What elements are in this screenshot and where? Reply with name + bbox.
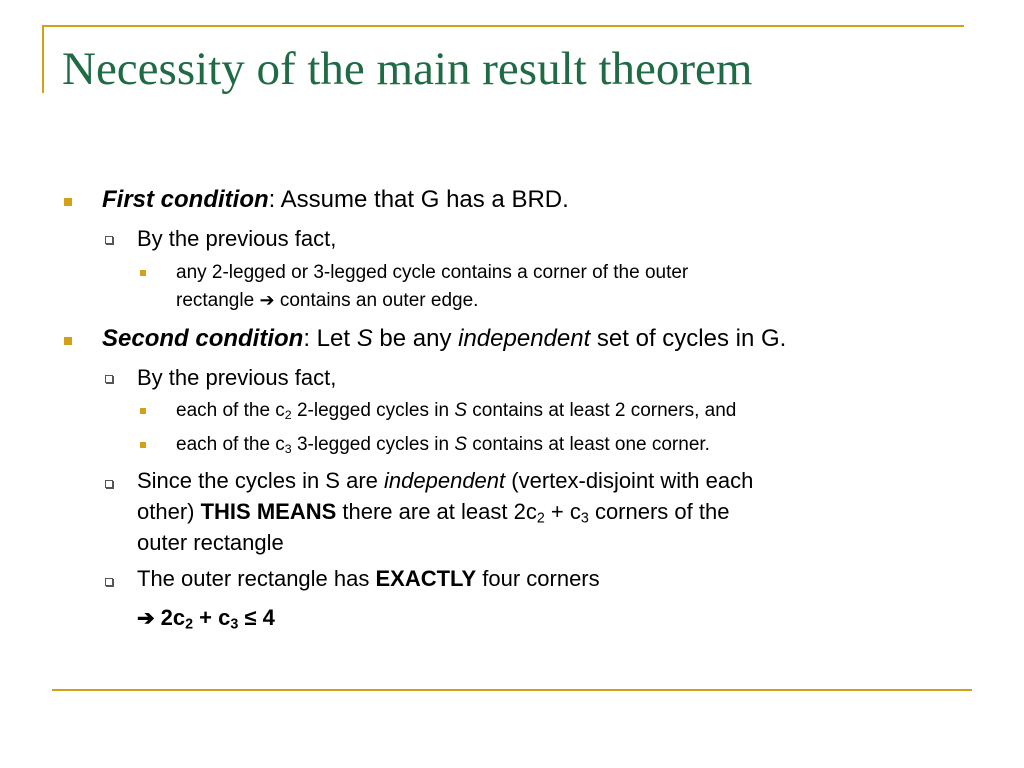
result-plus: + c xyxy=(193,605,231,630)
set-s: S xyxy=(454,434,468,455)
bullet-square xyxy=(64,337,72,345)
independent-word: independent xyxy=(384,468,506,493)
c3-subscript: 3 xyxy=(284,442,292,457)
first-sub-previous-fact: By the previous fact, xyxy=(137,226,337,251)
c2-cycles-line xyxy=(176,400,736,422)
first-sub-cycle-line2 xyxy=(176,290,478,312)
c3-post: contains at least one corner. xyxy=(467,434,710,455)
first-condition-label: First condition xyxy=(102,186,269,213)
c3-cycles-line xyxy=(176,434,710,456)
let-text: : Let xyxy=(303,325,357,352)
second-condition-tail: set of cycles in G. xyxy=(590,325,787,352)
second-sub-previous-fact: By the previous fact, xyxy=(137,365,337,390)
first-condition-line xyxy=(102,186,569,214)
corners-text: corners of the xyxy=(588,499,730,524)
be-any-text: be any xyxy=(372,325,459,352)
bullet-hollow-square xyxy=(105,578,113,586)
bullet-square-small xyxy=(140,442,146,448)
right-arrow-icon: ➔ xyxy=(137,607,155,630)
rectangle-text: rectangle xyxy=(176,290,260,311)
since-pre: Since the cycles in S are xyxy=(137,468,385,493)
c2-subscript: 2 xyxy=(536,510,545,527)
bullet-square xyxy=(64,198,72,206)
second-condition-label: Second condition xyxy=(102,325,304,352)
c3-subscript: 3 xyxy=(580,510,589,527)
result-inequality xyxy=(137,605,275,631)
set-s: S xyxy=(356,325,373,352)
outer-post: four corners xyxy=(476,566,600,591)
bullet-hollow-square xyxy=(105,480,113,488)
c2-mid: 2-legged cycles in xyxy=(291,400,455,421)
footer-rule xyxy=(52,689,972,691)
since-post: (vertex-disjoint with each xyxy=(505,468,754,493)
c2-post: contains at least 2 corners, and xyxy=(467,400,737,421)
plus-c: + c xyxy=(544,499,581,524)
right-arrow-icon: ➔ xyxy=(259,290,275,310)
outer-pre: The outer rectangle has xyxy=(137,566,376,591)
bullet-square-small xyxy=(140,408,146,414)
c3-subscript: 3 xyxy=(230,616,239,633)
this-means-bold: THIS MEANS xyxy=(200,499,337,524)
c2-subscript: 2 xyxy=(284,408,292,423)
exactly-bold: EXACTLY xyxy=(375,566,477,591)
outer-edge-text: contains an outer edge. xyxy=(274,290,479,311)
since-line2 xyxy=(137,499,729,525)
since-line1 xyxy=(137,468,753,494)
bullet-square-small xyxy=(140,270,146,276)
c3-pre: each of the c xyxy=(176,434,285,455)
bullet-hollow-square xyxy=(105,236,113,244)
first-sub-cycle-line1: any 2-legged or 3-legged cycle contains a corner of the outer xyxy=(176,262,689,283)
since-line3: outer rectangle xyxy=(137,530,284,555)
first-condition-text: Assume that G has a BRD. xyxy=(275,186,569,213)
colon: : xyxy=(268,186,276,213)
slide-title: Necessity of the main result theorem xyxy=(62,43,753,95)
set-s: S xyxy=(454,400,468,421)
result-pre: 2c xyxy=(154,605,186,630)
second-condition-line xyxy=(102,325,786,353)
c2-subscript: 2 xyxy=(185,616,194,633)
bullet-hollow-square xyxy=(105,375,113,383)
independent-word: independent xyxy=(458,325,591,352)
other-text: other) xyxy=(137,499,201,524)
c3-mid: 3-legged cycles in xyxy=(291,434,455,455)
c2-pre: each of the c xyxy=(176,400,285,421)
result-post: ≤ 4 xyxy=(238,605,275,630)
outer-rectangle-line xyxy=(137,566,600,592)
at-least-text: there are at least 2c xyxy=(336,499,537,524)
